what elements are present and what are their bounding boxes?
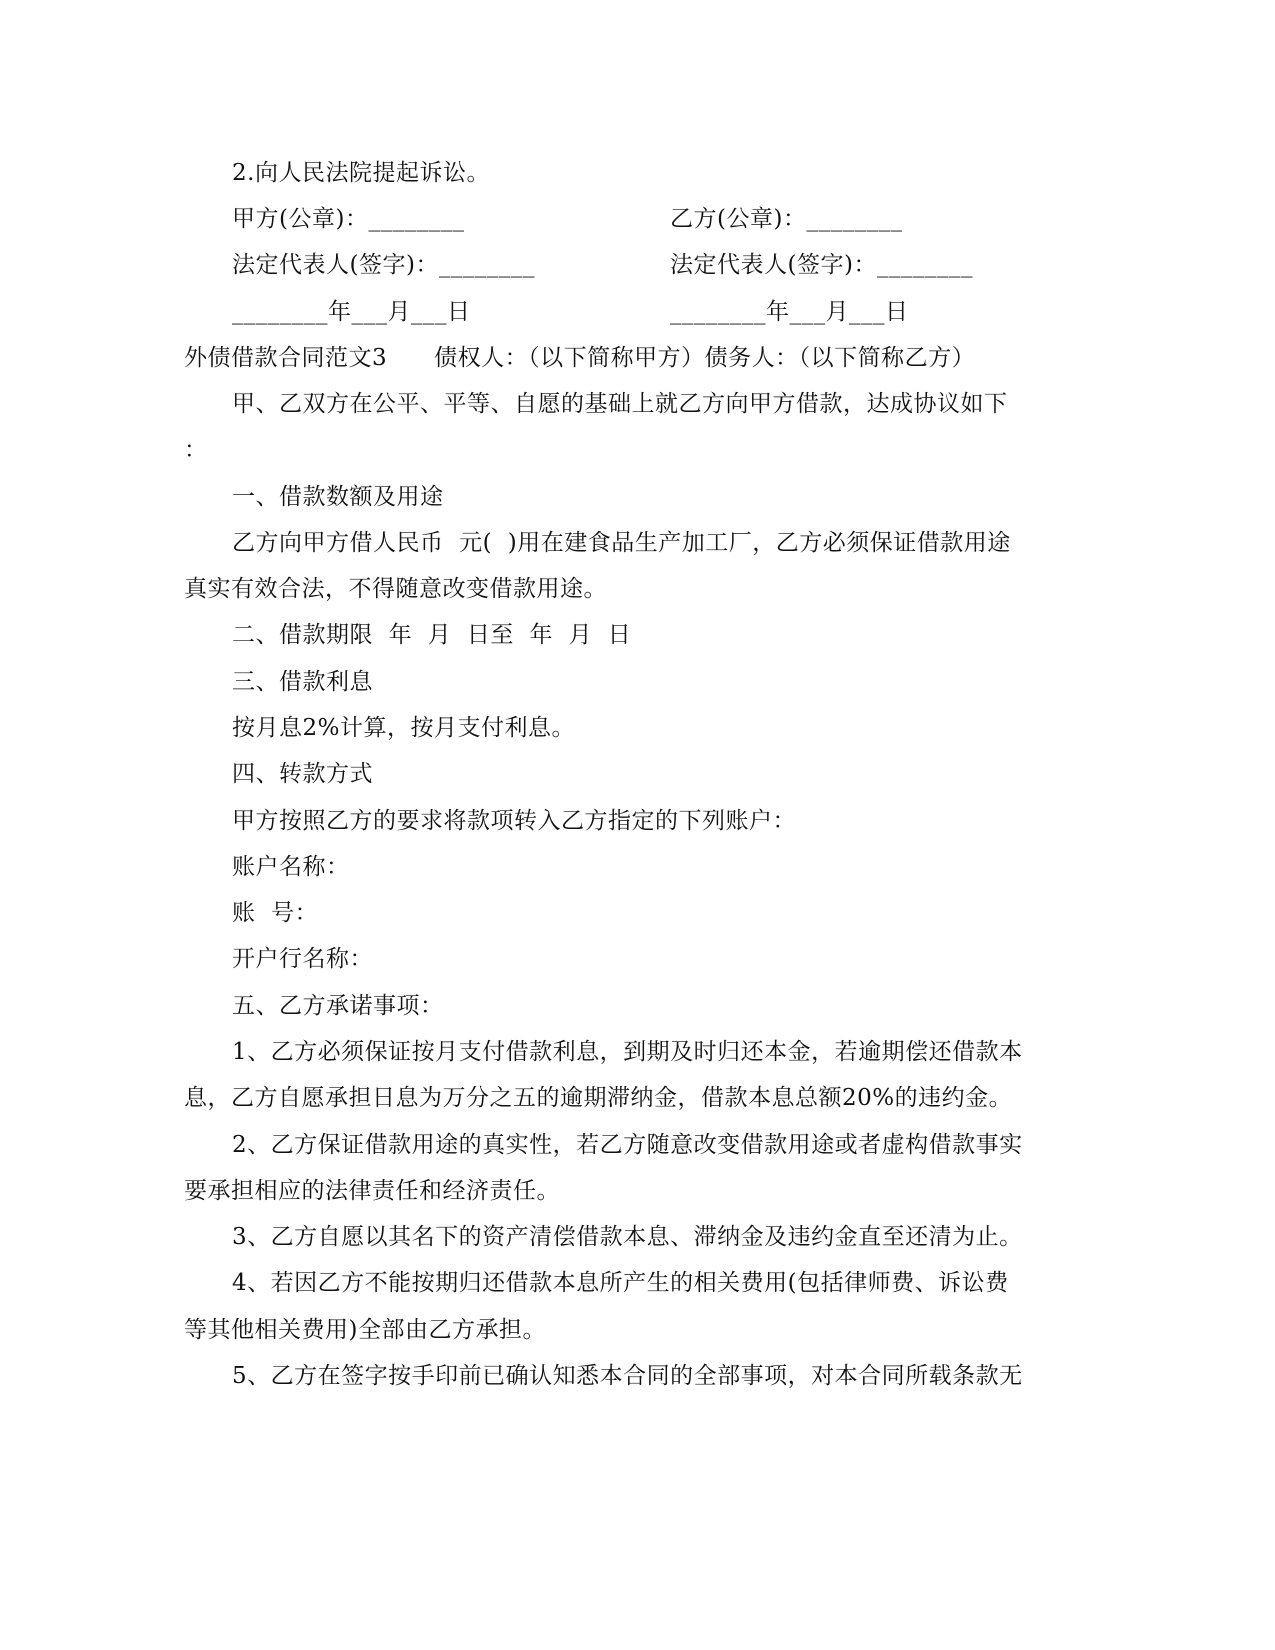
party-b-seal-line: 乙方(公章)：________ (670, 206, 903, 232)
commitment-1-line-1: 1、乙方必须保证按月支付借款利息，到期及时归还本金，若逾期偿还借款本 (232, 1039, 1023, 1065)
commitment-1-line-2: 息，乙方自愿承担日息为万分之五的逾期滞纳金，借款本息总额20%的违约金。 (184, 1085, 1013, 1111)
party-b-date-line: ________年___月___日 (670, 299, 909, 325)
commitment-4-line-2: 等其他相关费用)全部由乙方承担。 (184, 1317, 546, 1343)
agreement-intro-colon: ： (184, 437, 208, 463)
section-3-text: 按月息2%计算，按月支付利息。 (232, 715, 575, 741)
agreement-intro-line: 甲、乙双方在公平、平等、自愿的基础上就乙方向甲方借款，达成协议如下 (232, 391, 1008, 417)
commitment-2-line-1: 2、乙方保证借款用途的真实性，若乙方随意改变借款用途或者虚构借款事实 (232, 1132, 1023, 1158)
party-a-representative-line: 法定代表人(签字)：________ (232, 252, 535, 278)
account-name-label: 账户名称： (232, 854, 350, 880)
commitment-3: 3、乙方自愿以其名下的资产清偿借款本息、滞纳金及违约金直至还清为止。 (232, 1224, 1023, 1250)
section-4-text: 甲方按照乙方的要求将款项转入乙方指定的下列账户： (232, 808, 796, 834)
section-1-heading: 一、借款数额及用途 (232, 484, 444, 510)
party-a-date-line: ________年___月___日 (232, 299, 471, 325)
section-1-text-line-1: 乙方向甲方借人民币 元( )用在建食品生产加工厂，乙方必须保证借款用途 (232, 530, 1011, 556)
section-5-heading: 五、乙方承诺事项： (232, 993, 444, 1019)
clause-litigation: 2.向人民法院提起诉讼。 (232, 160, 490, 186)
commitment-4-line-1: 4、若因乙方不能按期归还借款本息所产生的相关费用(包括律师费、诉讼费 (232, 1270, 1009, 1296)
commitment-2-line-2: 要承担相应的法律责任和经济责任。 (184, 1178, 560, 1204)
section-2-heading: 二、借款期限 年 月 日至 年 月 日 (232, 622, 632, 648)
account-number-label: 账 号： (232, 900, 319, 926)
party-b-representative-line: 法定代表人(签字)：________ (670, 252, 973, 278)
bank-name-label: 开户行名称： (232, 946, 373, 972)
contract-heading-line: 外债借款合同范文3 债权人：（以下简称甲方）债务人：（以下简称乙方） (184, 345, 976, 371)
section-3-heading: 三、借款利息 (232, 669, 373, 695)
commitment-5-line-1: 5、乙方在签字按手印前已确认知悉本合同的全部事项，对本合同所载条款无 (232, 1363, 1023, 1389)
section-4-heading: 四、转款方式 (232, 761, 373, 787)
section-1-text-line-2: 真实有效合法，不得随意改变借款用途。 (184, 576, 607, 602)
party-a-seal-line: 甲方(公章)：________ (232, 206, 465, 232)
